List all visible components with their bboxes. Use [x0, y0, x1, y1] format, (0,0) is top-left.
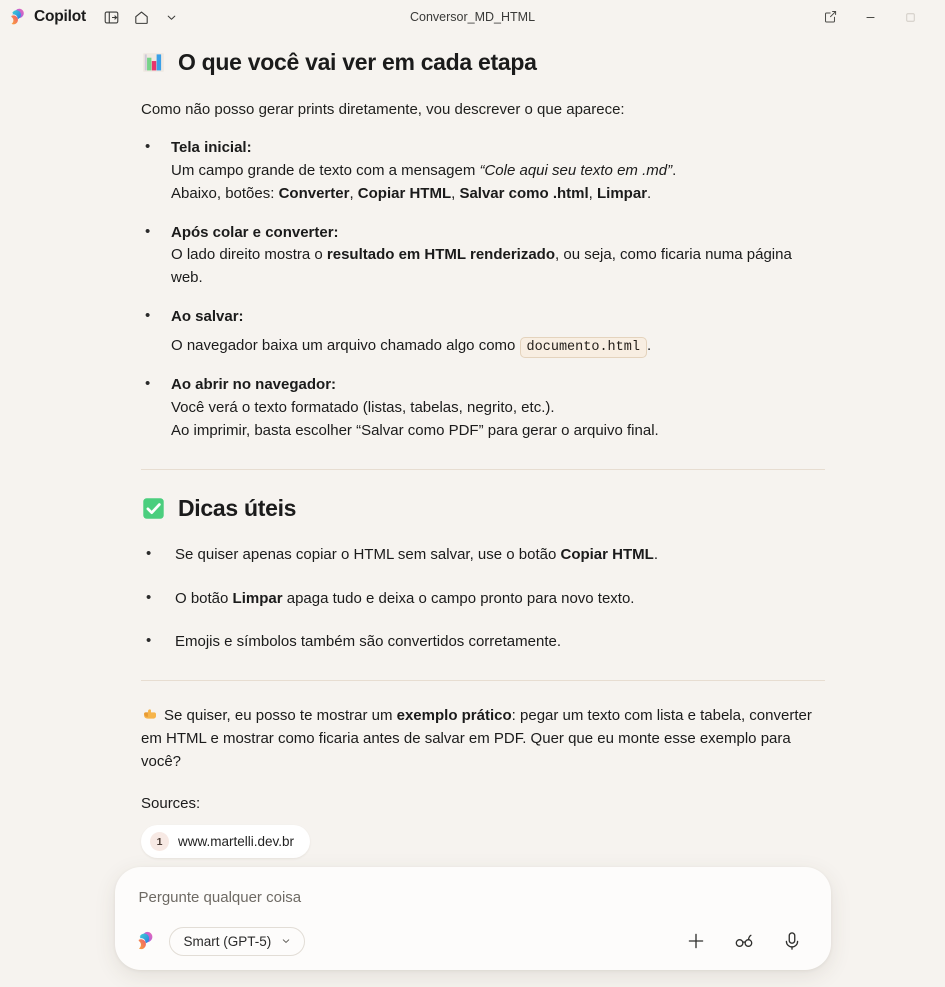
source-url-label: www.martelli.dev.br	[178, 834, 295, 850]
list-item	[141, 222, 825, 290]
brand-label: Copilot	[34, 8, 86, 25]
list-item-title: • Ao abrir no navegador:	[171, 376, 337, 394]
steps-list	[141, 137, 825, 442]
page-title	[141, 48, 825, 77]
copilot-logo-icon	[135, 930, 157, 952]
title-bar	[0, 0, 945, 34]
sidebar-toggle-button[interactable]	[98, 4, 126, 30]
bold-text: Salvar como .html	[459, 184, 589, 202]
text-fragment: ,	[451, 184, 460, 202]
microphone-button[interactable]	[777, 926, 807, 956]
closing-paragraph	[141, 705, 825, 773]
check-mark-button-emoji	[141, 496, 166, 521]
bold-text: Limpar	[597, 184, 648, 202]
list-item	[141, 306, 825, 358]
text-fragment: .	[653, 546, 658, 564]
section-divider	[141, 469, 825, 470]
source-index-badge: 1	[150, 832, 169, 851]
glasses-icon	[733, 930, 755, 952]
intro-paragraph: Como não posso gerar prints diretamente, vou descrever o que aparece:	[141, 100, 625, 118]
text-fragment: .	[646, 336, 652, 354]
text-fragment: Abaixo, botões:	[171, 184, 279, 202]
text-fragment: .	[647, 184, 652, 202]
text-fragment: apaga tudo e deixa o campo pronto para novo texto.	[282, 589, 635, 607]
list-item	[141, 374, 825, 442]
list-item	[141, 631, 825, 654]
microphone-icon	[781, 930, 803, 952]
composer-toolbar	[135, 926, 811, 956]
section-divider	[141, 680, 825, 681]
text-fragment: Se quiser, eu posso te mostrar um	[164, 706, 397, 724]
bar-chart-emoji	[141, 50, 166, 75]
list-item-title: • Ao salvar:	[171, 308, 244, 326]
quoted-text: “Cole aqui seu texto em .md”	[479, 162, 673, 180]
inline-code: documento.html	[520, 337, 647, 358]
bold-text: resultado em HTML renderizado	[326, 246, 556, 264]
text-fragment: .	[672, 162, 677, 180]
history-dropdown-button[interactable]	[158, 4, 186, 30]
chat-input[interactable]: Pergunte qualquer coisa	[138, 889, 302, 906]
sources-label: Sources:	[141, 795, 201, 813]
tips-list	[141, 544, 825, 654]
bold-text: Converter	[278, 184, 350, 202]
list-item-line: Ao imprimir, basta escolher “Salvar como PDF” para gerar o arquivo final.	[171, 421, 659, 439]
list-item-line	[171, 244, 825, 290]
minimize-button[interactable]	[857, 5, 883, 29]
vision-button[interactable]	[729, 926, 759, 956]
text-fragment: O botão	[175, 589, 233, 607]
bold-text: Limpar	[232, 589, 283, 607]
open-in-new-window-icon	[822, 9, 838, 25]
chevron-down-icon	[164, 10, 179, 25]
list-item-line: Você verá o texto formatado (listas, tabelas, negrito, etc.).	[171, 399, 555, 417]
bold-text: Copiar HTML	[560, 546, 654, 564]
pointing-right-emoji	[141, 705, 159, 723]
tips-title	[141, 494, 825, 523]
assistant-message	[141, 48, 825, 906]
copilot-logo-icon	[8, 7, 28, 27]
title-bar-left	[8, 4, 186, 30]
sidebar-toggle-icon	[103, 9, 120, 26]
list-item	[141, 137, 825, 205]
chevron-down-icon	[280, 935, 292, 947]
maximize-button[interactable]	[897, 5, 923, 29]
model-selector[interactable]	[169, 927, 306, 956]
list-item-line	[171, 335, 825, 359]
list-item-title: • Após colar e converter:	[171, 223, 339, 241]
list-item-line	[171, 183, 825, 206]
list-item	[141, 544, 825, 567]
text-fragment: , ou seja, como ficaria numa página web.	[171, 246, 792, 287]
conversation-scroll-area[interactable]	[0, 34, 945, 854]
text-fragment: O navegador baixa um arquivo chamado algo como	[171, 336, 520, 354]
page-title-text: O que você vai ver em cada etapa	[178, 49, 537, 75]
text-fragment: ,	[588, 184, 598, 202]
text-fragment: Emojis e símbolos também são convertidos corretamente.	[175, 633, 561, 651]
text-fragment: : pegar um texto com lista e tabela, converter em HTML e mostrar como ficaria antes de salvar em PDF. Quer que eu monte esse exemplo para você?	[141, 706, 812, 770]
text-fragment: Se quiser apenas copiar o HTML sem salvar, use o botão	[175, 546, 561, 564]
minimize-icon	[863, 10, 878, 25]
text-fragment: O lado direito mostra o	[171, 246, 327, 264]
add-attachment-button[interactable]	[681, 926, 711, 956]
home-icon	[133, 9, 150, 26]
model-selector-label: Smart (GPT-5)	[183, 933, 272, 949]
plus-icon	[685, 930, 707, 952]
list-item-title: • Tela inicial:	[171, 139, 252, 157]
bold-text: exemplo prático	[396, 706, 512, 724]
list-item	[141, 588, 825, 611]
maximize-icon	[903, 10, 918, 25]
composer-container	[0, 867, 945, 970]
source-citation-pill[interactable]	[141, 825, 310, 858]
window-title: Conversor_MD_HTML	[409, 10, 536, 24]
tips-title-text: Dicas úteis	[178, 494, 297, 521]
open-new-window-button[interactable]	[817, 5, 843, 29]
composer	[115, 867, 831, 970]
bold-text: Copiar HTML	[357, 184, 452, 202]
text-fragment: Um campo grande de texto com a mensagem	[171, 162, 480, 180]
copilot-brand	[8, 7, 96, 27]
list-item-line	[171, 160, 825, 183]
composer-actions	[681, 926, 811, 956]
window-controls	[817, 5, 935, 29]
text-fragment: ,	[349, 184, 358, 202]
home-button[interactable]	[128, 4, 156, 30]
